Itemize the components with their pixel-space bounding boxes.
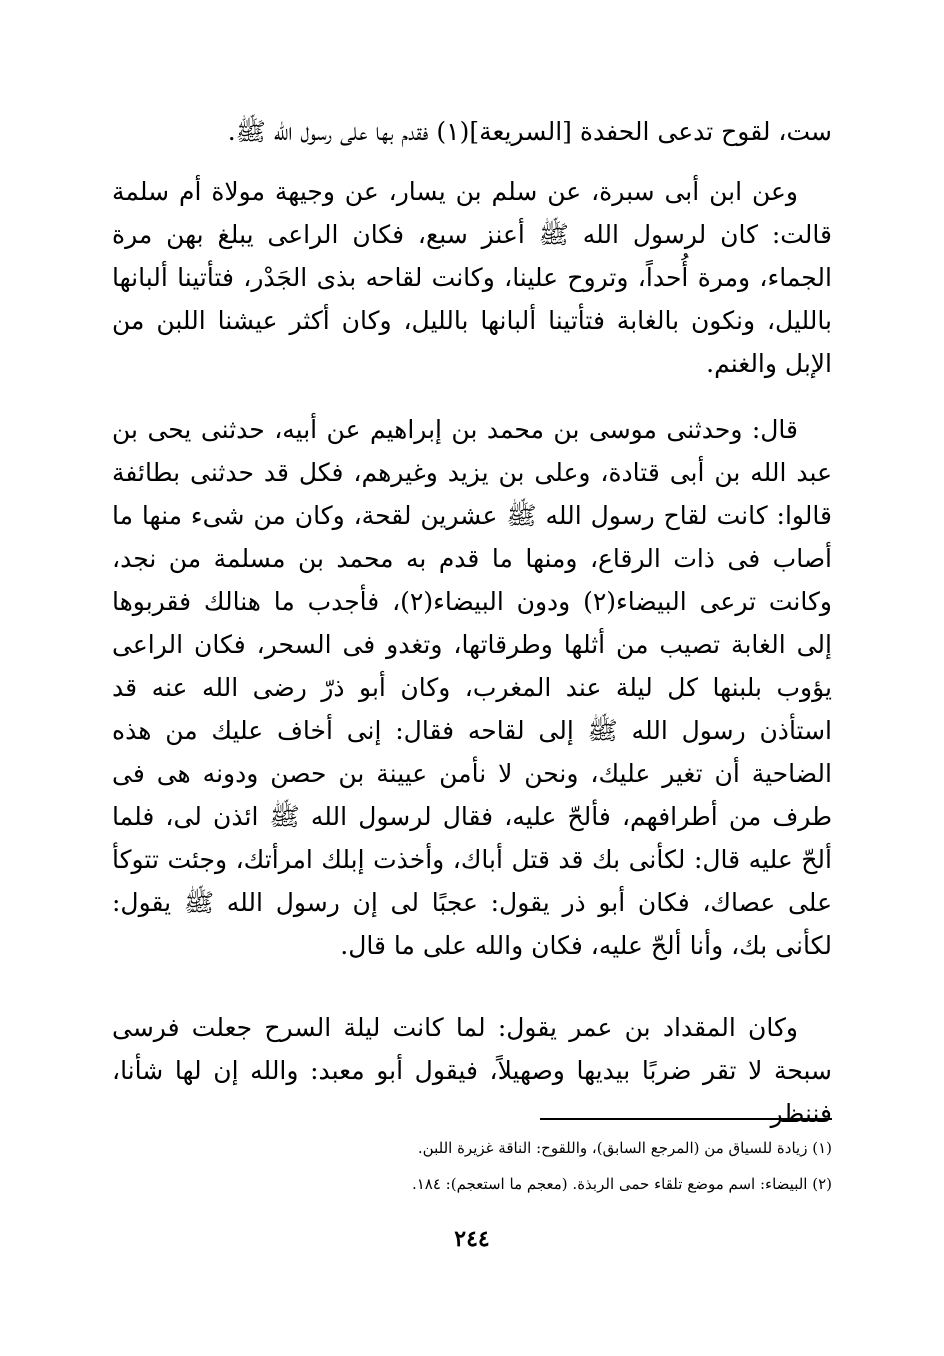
paragraph-continuation: ست، لقوح تدعى الحفدة [السريعة](١) فقدم بها على رسول الله ﷺ. (227, 117, 832, 146)
page-number: ٢٤٤ (454, 1226, 490, 1252)
footnote-1: (١) زيادة للسياق من (المرجع السابق)، واللقوح: الناقة غزيرة اللبن. (417, 1139, 832, 1157)
paragraph-umm-salama: وعن ابن أبى سبرة، عن سلم بن يسار، عن وجيهة مولاة أم سلمة قالت: كان لرسول الله ﷺ أعنز سبع، فكان الراعى يبلغ بهن مرة الجماء، ومرة أُحداً، وتروح علينا، وكانت لقاحه بذى الجَدْر، فتأتينا ألبانها بالليل، ونكون بالغابة فتأتينا ألبانها بالليل، وكان أكثر عيشنا اللبن من الإبل والغنم. (112, 177, 832, 378)
paragraph-miqdad: وكان المقداد بن عمر يقول: لما كانت ليلة السرح جعلت فرسى سبحة لا تقر ضربًا بيديها وصهيلاً، فيقول أبو معبد: والله إن لها شأنا، فننظر (112, 1013, 832, 1128)
footnote-2: (٢) البيضاء: اسم موضع تلقاء حمى الربذة. (معجم ما استعجم): ١٨٤. (411, 1175, 832, 1193)
main-text-block (112, 408, 832, 967)
footnotes (112, 1130, 832, 1202)
paragraph-prophet-camels: قال: وحدثنى موسى بن محمد بن إبراهيم عن أبيه، حدثنى يحى بن عبد الله بن أبى قتادة، وعلى بن يزيد وغيرهم، فكل قد حدثنى بطائفة قالوا: كانت لقاح رسول الله ﷺ عشرين لقحة، وكان من شىء منها ما أصاب فى ذات الرقاع، ومنها ما قدم به محمد بن مسلمة من نجد، وكانت ترعى البيضاء(٢) ودون البيضاء(٢)، فأجدب ما هنالك فقربوها إلى الغابة تصيب من أثلها وطرقاتها، وتغدو فى السحر، فكان الراعى يؤوب بلبنها كل ليلة عند المغرب، وكان أبو ذرّ رضى الله عنه قد استأذن رسول الله ﷺ إلى لقاحه فقال: إنى أخاف عليك من هذه الضاحية أن تغير عليك، ونحن لا نأمن عيينة بن حصن ودونه هى فى طرف من أطرافهم، فألحّ عليه، فقال لرسول الله ﷺ ائذن لى، فلما ألحّ عليه قال: لكأنى بك قد قتل أباك، وأخذت إبلك امرأتك، وجئت تتوكأ على عصاك، فكان أبو ذر يقول: عجبًا لى إن رسول الله ﷺ يقول: لكأنى بك، وأنا ألحّ عليه، فكان والله على ما قال. (112, 415, 832, 960)
main-text-block (112, 110, 832, 153)
main-text-block (112, 170, 832, 385)
main-text-block (112, 1006, 832, 1135)
footnote-divider (540, 1118, 832, 1120)
